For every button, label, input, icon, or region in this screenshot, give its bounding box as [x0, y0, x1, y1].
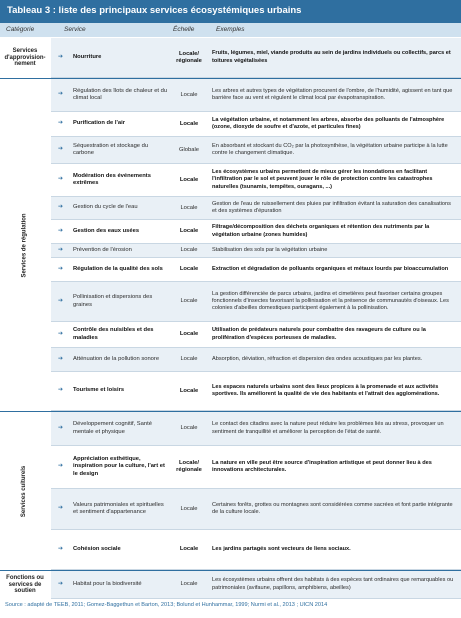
table-row [51, 282, 461, 322]
service-name: Régulation des îlots de chaleur et du climat local [73, 87, 168, 101]
service-name: Prévention de l'érosion [73, 246, 132, 253]
arrow-right-icon: ➔ [58, 330, 64, 337]
scale-value: Locale/ régionale [176, 460, 202, 473]
arrow-right-icon: ➔ [58, 424, 64, 431]
scale-value: Locale [180, 425, 198, 432]
service-name: Cohésion sociale [73, 545, 121, 552]
arrow-right-icon: ➔ [58, 463, 64, 470]
table-header [0, 23, 461, 37]
scale-value: Locale [179, 266, 199, 273]
scale-value: Locale [180, 247, 198, 254]
example-text: Fruits, légumes, miel, viande produits au sein de jardins individuels ou collectifs, parcs et toitures végétalisées [212, 50, 451, 64]
table-title: Tableau 3 : liste des principaux services écosystémiques urbains [0, 0, 461, 23]
category-soutien: Fonctions ou services de soutien [6, 574, 44, 595]
table-row [51, 258, 461, 282]
arrow-right-icon: ➔ [58, 505, 64, 512]
service-name: Appréciation esthétique, inspiration pour la culture, l'art et le design [73, 456, 165, 477]
table-row [51, 137, 461, 164]
header-service: Service [64, 26, 86, 33]
scale-value: Locale [180, 356, 198, 363]
scale-value: Locale [179, 228, 199, 235]
scale-value: Locale [180, 505, 198, 512]
service-name: Contrôle des nuisibles et des maladies [73, 327, 154, 341]
arrow-right-icon: ➔ [58, 246, 64, 253]
scale-value: Locale [179, 176, 199, 183]
table-row [51, 372, 461, 411]
category-approvisionnement: Services d'approvision-nement [4, 47, 46, 68]
example-text: Les écosystèmes urbains permettent de mieux gérer les inondations en facilitant l'infiltration par le sol et peuvent jouer le rôle de protection contre les catastrophes naturelles (tsunamis, tempêtes, ouragans, ...) [212, 169, 433, 190]
arrow-right-icon: ➔ [58, 176, 64, 183]
service-name: Séquestration et stockage du carbone [73, 142, 149, 156]
header-scale: Échelle [173, 26, 195, 33]
table-row [51, 197, 461, 220]
service-name: Gestion des eaux usées [73, 227, 140, 234]
table-row [51, 244, 461, 258]
scale-value: Locale [180, 91, 198, 98]
category-culturels: Services culturels [21, 465, 28, 517]
example-text: Filtrage/décomposition des déchets organiques et rétention des nutriments par la végétation urbaine (zones humides) [212, 224, 430, 238]
table-row [51, 38, 461, 78]
table-row [51, 446, 461, 489]
example-text: Les jardins partagés sont vecteurs de liens sociaux. [212, 545, 351, 552]
example-text: Stabilisation des sols par la végétation urbaine [212, 246, 328, 253]
scale-value: Globale [179, 146, 199, 153]
example-text: La gestion différenciée de parcs urbains, jardins et cimetières peut favoriser certains groupes fonctionnels d'insectes favorisant la pollinisation et la présence de communautés d'oiseaux. Les colonies d'abeilles domestiques participent également à la pollinisation. [212, 290, 449, 312]
example-text: Les espaces naturels urbains sont des lieux propices à la promenade et aux activités sportives. Ils améliorent la qualité de vie des habitants et l'attrait des agglomérations. [212, 383, 440, 397]
table-row [51, 112, 461, 137]
example-text: Absorption, déviation, réfraction et dispersion des ondes acoustiques par les plantes. [212, 355, 423, 362]
service-name: Gestion du cycle de l'eau [73, 204, 138, 211]
example-text: Les arbres et autres types de végétation procurent de l'ombre, de l'humidité, agissent en tant que barrière face au vent et régulent le climat local par évapotranspiration. [212, 87, 453, 101]
arrow-right-icon: ➔ [58, 91, 64, 98]
scale-value: Locale/ régionale [176, 50, 202, 64]
example-text: Gestion de l'eau de ruissellement des pluies par infiltration évitant la saturation des canalisations et des systèmes d'épuration [212, 200, 451, 214]
arrow-right-icon: ➔ [58, 387, 64, 394]
service-name: Régulation de la qualité des sols [73, 265, 163, 272]
table-row [51, 412, 461, 446]
services-table [0, 38, 461, 599]
arrow-right-icon: ➔ [58, 297, 64, 304]
table-row [51, 348, 461, 372]
arrow-right-icon: ➔ [58, 265, 64, 272]
service-name: Développement cognitif, Santé mentale et physique [73, 421, 152, 435]
service-name: Atténuation de la pollution sonore [73, 355, 160, 362]
example-text: Les écosystèmes urbains offrent des habitats à des espèces tant ordinaires que remarquables ou patrimoniales (avifaune, papillons, amphibiens, abeilles) [212, 577, 454, 591]
scale-value: Locale [180, 581, 198, 588]
table-row [51, 530, 461, 570]
example-text: La nature en ville peut être source d'inspiration artistique et peut donner lieu à des innovations architecturales. [212, 459, 432, 473]
scale-value: Locale [179, 387, 199, 394]
header-category: Catégorie [6, 26, 35, 33]
table-row [51, 220, 461, 244]
arrow-right-icon: ➔ [58, 53, 64, 60]
example-text: Certaines forêts, grottes ou montagnes sont considérées comme sacrées et font partie intégrante de la culture locale. [212, 501, 453, 515]
table-row [51, 164, 461, 197]
scale-value: Locale [179, 331, 199, 338]
arrow-right-icon: ➔ [58, 355, 64, 362]
arrow-right-icon: ➔ [58, 580, 64, 587]
service-name: Nourriture [73, 53, 102, 60]
service-name: Tourisme et loisirs [73, 387, 125, 394]
service-name: Habitat pour la biodiversité [73, 580, 142, 587]
scale-value: Locale [179, 120, 199, 127]
example-text: Extraction et dégradation de polluants organiques et métaux lourds par bioaccumulation [212, 265, 449, 272]
arrow-right-icon: ➔ [58, 146, 64, 153]
example-text: La végétation urbaine, et notamment les arbres, absorbe des polluants de l'atmosphère (ozone, dioxyde de soufre et d'azote, et particules fines) [212, 116, 445, 130]
example-text: Le contact des citadins avec la nature peut réduire les problèmes liés au stress, provoquer un sentiment de tranquillité et améliorer la perception de l'état de santé. [212, 421, 444, 435]
service-name: Purification de l'air [73, 120, 125, 127]
service-name: Valeurs patrimoniales et spirituelles et sentiment d'appartenance [73, 501, 164, 515]
source-note: Source : adapté de TEEB, 2011; Gomez-Baggethun et Barton, 2013; Bolund et Hunhammar, 1999; Nurmi et al., 2013 ; UICN 2014 [5, 602, 328, 608]
arrow-right-icon: ➔ [58, 545, 64, 552]
example-text: Utilisation de prédateurs naturels pour combattre des ravageurs de culture ou la prolifération d'espèces porteuses de maladies. [212, 327, 426, 341]
table-row [51, 79, 461, 112]
category-regulation: Services de régulation [21, 212, 28, 278]
service-name: Pollinisation et dispersions des graines [73, 294, 153, 308]
header-examples: Exemples [216, 26, 245, 33]
scale-value: Locale [180, 298, 198, 305]
scale-value: Locale [180, 204, 198, 211]
arrow-right-icon: ➔ [58, 204, 64, 211]
table-row [51, 322, 461, 348]
table-row [51, 571, 461, 599]
service-name: Modération des événements extrêmes [73, 172, 151, 186]
arrow-right-icon: ➔ [58, 227, 64, 234]
arrow-right-icon: ➔ [58, 120, 64, 127]
table-row [51, 489, 461, 530]
scale-value: Locale [179, 546, 199, 553]
example-text: En absorbant et stockant du CO₂ par la photosynthèse, la végétation urbaine participe à la lutte contre le changement climatique. [212, 142, 448, 156]
